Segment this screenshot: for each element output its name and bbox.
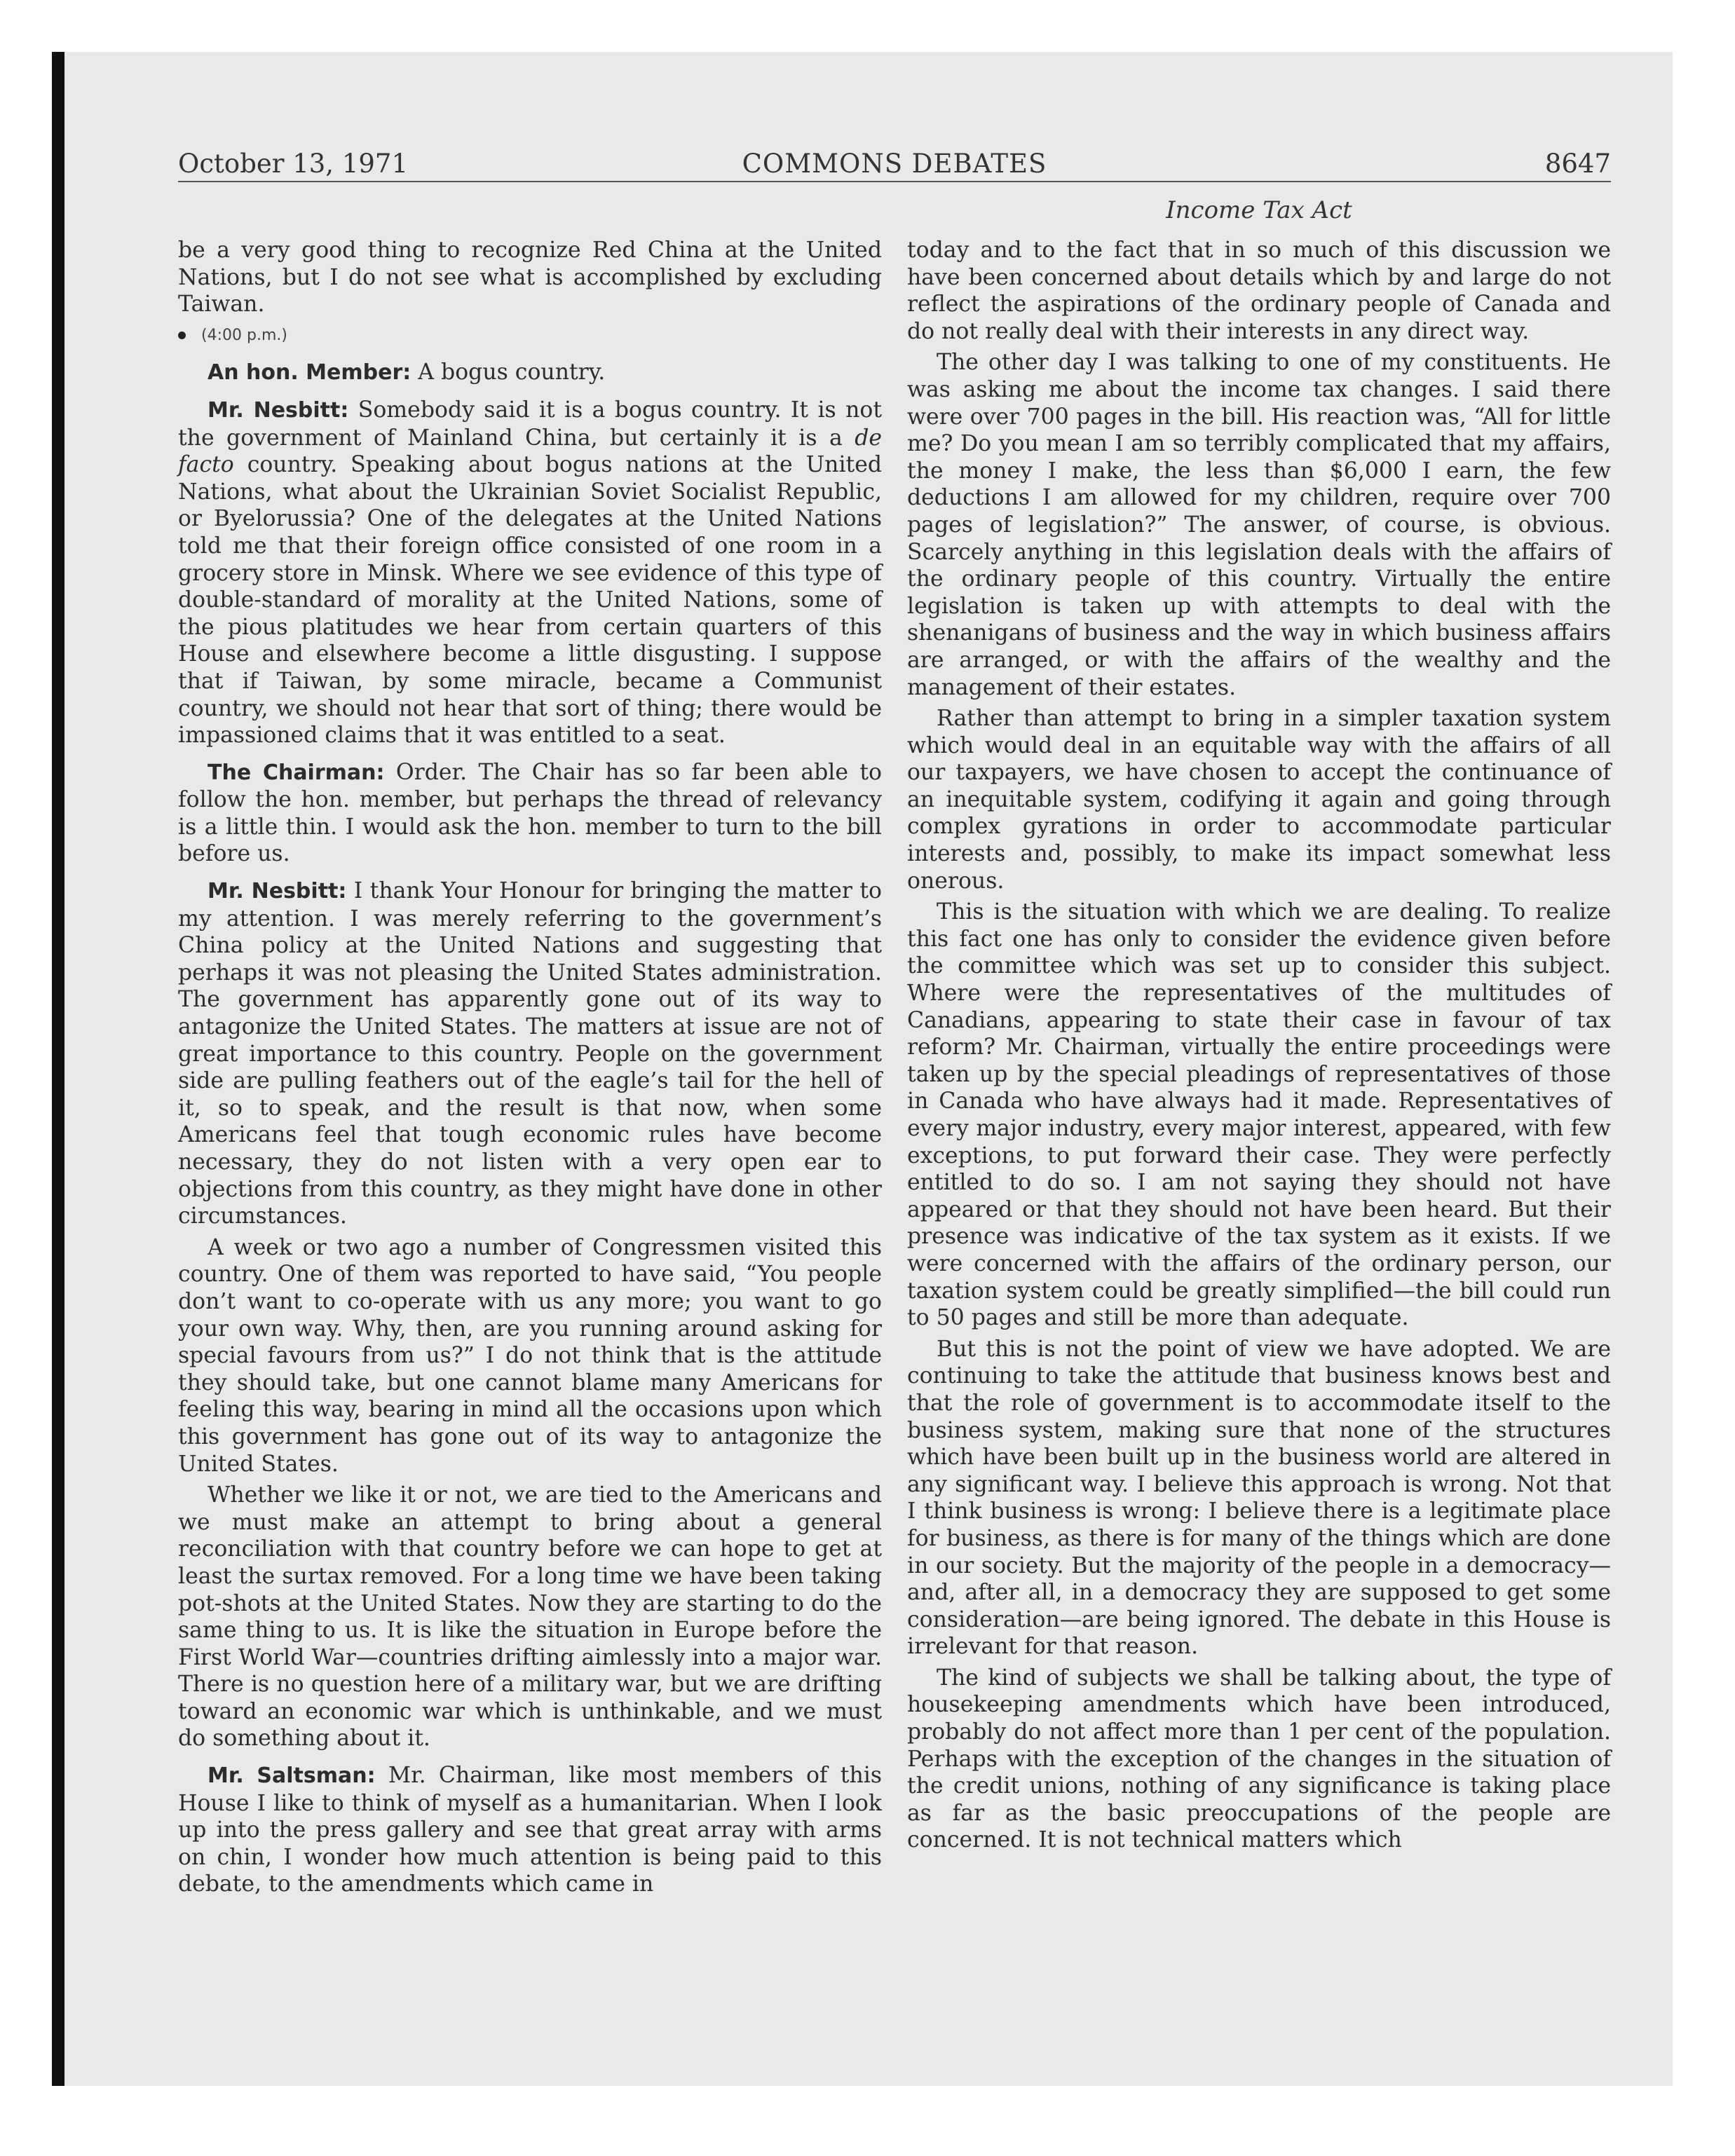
speaker-name: Mr. Nesbitt: xyxy=(207,397,349,423)
running-head xyxy=(178,149,1611,179)
paragraph: Whether we like it or not, we are tied to the Americans and we must make an attempt to bring about a general reconciliation with that country before we can hope to get at least the surtax removed. For a long time we have been taking pot-shots at the United States. Now they are starting to do the same thing to us. It is like the situation in Europe before the First World War—countries drifting aimlessly into a major war. There is no question here of a military war, but we are drifting toward an economic war which is unthinkable, and we must do something about it. xyxy=(178,1482,882,1752)
header-rule xyxy=(178,181,1611,182)
paragraph: But this is not the point of view we have adopted. We are continuing to take the attitude that business knows best and that the role of government is to accommodate itself to the business system, making sure that none of the structures which have been built up in the business world are altered in any significant way. I believe this approach is wrong. Not that I think business is wrong: I believe there is a legitimate place for business, as there is for many of the things which are done in our society. But the majority of the people in a democracy—and, after all, in a democracy they are supposed to get some consideration—are being ignored. The debate in this House is irrelevant for that reason. xyxy=(907,1336,1611,1660)
speech-text: country. Speaking about bogus nations at the United Nations, what about the Ukrainian Soviet Socialist Republic, or Byelorussia? One of the delegates at the United Nations told me that their foreign office consisted of one room in a grocery store in Minsk. Where we see evidence of this type of double-standard of morality at the United Nations, some of the pious platitudes we hear from certain quarters of this House and elsewhere become a little disgusting. I suppose that if Taiwan, by some miracle, became a Communist country, we should not hear that sort of thing; there would be impassioned claims that it was entitled to a seat. xyxy=(178,452,882,749)
speech xyxy=(178,359,882,387)
time-marker xyxy=(178,322,882,350)
speaker-name: Mr. Nesbitt: xyxy=(207,879,347,904)
right-column xyxy=(907,237,1611,1858)
speech xyxy=(178,1762,882,1898)
paragraph: The kind of subjects we shall be talking about, the type of housekeeping amendments which have been introduced, probably do not affect more than 1 per cent of the population. Perhaps with the exception of the changes in the situation of the credit unions, nothing of any significance is taking place as far as the basic preoccupations of the people are concerned. It is not technical matters which xyxy=(907,1665,1611,1853)
speaker-name: An hon. Member: xyxy=(207,360,411,386)
speech-text: Mr. Chairman, like most members of this House I like to think of myself as a humanitarian. When I look up into the press gallery and see that great array with arms on chin, I wonder how much attention is being paid to this debate, to the amendments which came in xyxy=(178,1763,882,1897)
speech-text: I thank Your Honour for bringing the matter to my attention. I was merely referring to the government’s China policy at the United Nations and suggesting that perhaps it was not pleasing the United States administration. The government has apparently gone out of its way to antagonize the United States. The matters at issue are not of great importance to this country. People on the government side are pulling feathers out of the eagle’s tail for the hell of it, so to speak, and the result is that now, when some Americans feel that tough economic rules have become necessary, they do not listen with a very open ear to objections from this country, as they might have done in other circumstances. xyxy=(178,878,882,1229)
header-page-number: 8647 xyxy=(1544,149,1611,179)
speech xyxy=(178,759,882,868)
paragraph: Rather than attempt to bring in a simpler taxation system which would deal in an equitable way with the affairs of all our taxpayers, we have chosen to accept the continuance of an inequitable system, codifying it again and going through complex gyrations in order to accommodate particular interests and, possibly, to make its impact somewhat less onerous. xyxy=(907,706,1611,894)
section-title: Income Tax Act xyxy=(1166,196,1352,224)
bullet-icon xyxy=(178,332,186,339)
header-date: October 13, 1971 xyxy=(178,149,408,179)
paragraph: The other day I was talking to one of my constituents. He was asking me about the income tax changes. I said there were over 700 pages in the bill. His reaction was, “All for little me? Do you mean I am so terribly complicated that my affairs, the money I make, the less than $6,000 I earn, the few deductions I am allowed for my children, require over 700 pages of legislation?” The answer, of course, is obvious. Scarcely anything in this legislation deals with the affairs of the ordinary people of this country. Virtually the entire legislation is taken up with attempts to deal with the shenanigans of business and the way in which business affairs are arranged, or with the affairs of the wealthy and the management of their estates. xyxy=(907,350,1611,700)
time-marker-text: (4:00 p.m.) xyxy=(201,326,287,344)
left-column xyxy=(178,237,882,1902)
speaker-name: Mr. Saltsman: xyxy=(207,1763,376,1789)
paragraph: A week or two ago a number of Congressmen visited this country. One of them was reported to have said, “You people don’t want to co-operate with us any more; you want to go your own way. Why, then, are you running around asking for special favours from us?” I do not think that is the attitude they should take, but one cannot blame many Americans for feeling this way, bearing in mind all the occasions upon which this government has gone out of its way to antagonize the United States. xyxy=(178,1234,882,1477)
paragraph: This is the situation with which we are dealing. To realize this fact one has only to consider the evidence given before the committee which was set up to consider this subject. Where were the representatives of the multitudes of Canadians, appearing to state their case in favour of tax reform? Mr. Chairman, virtually the entire proceedings were taken up by the special pleadings of representatives of those in Canada who have always had it made. Representatives of every major industry, every major interest, appeared, with few exceptions, to put forward their case. They were perfectly entitled to do so. I am not saying they should not have appeared or that they should not have been heard. But their presence was indicative of the tax system as it exists. If we were concerned with the affairs of the ordinary person, our taxation system could be greatly simplified—the bill could run to 50 pages and still be more than adequate. xyxy=(907,899,1611,1331)
paragraph: be a very good thing to recognize Red China at the United Nations, but I do not see what is accomplished by excluding Taiwan. xyxy=(178,238,882,318)
speech-text: Somebody said it is a bogus country. It is not the government of Mainland China, but certainly it is a xyxy=(178,397,882,451)
speech xyxy=(178,397,882,749)
speaker-name: The Chairman: xyxy=(207,760,385,785)
header-publication: COMMONS DEBATES xyxy=(742,149,1047,179)
speech xyxy=(178,878,882,1230)
speech-text: Order. The Chair has so far been able to follow the hon. member, but perhaps the thread of relevancy is a little thin. I would ask the hon. member to turn to the bill before us. xyxy=(178,759,882,867)
speech-text: A bogus country. xyxy=(411,360,606,386)
paragraph: today and to the fact that in so much of this discussion we have been concerned about details which by and large do not reflect the aspirations of the ordinary people of Canada and do not really deal with their interests in any direct way. xyxy=(907,238,1611,344)
scan-border-edge xyxy=(52,52,64,2086)
speech-text-italic: de facto xyxy=(178,425,882,478)
